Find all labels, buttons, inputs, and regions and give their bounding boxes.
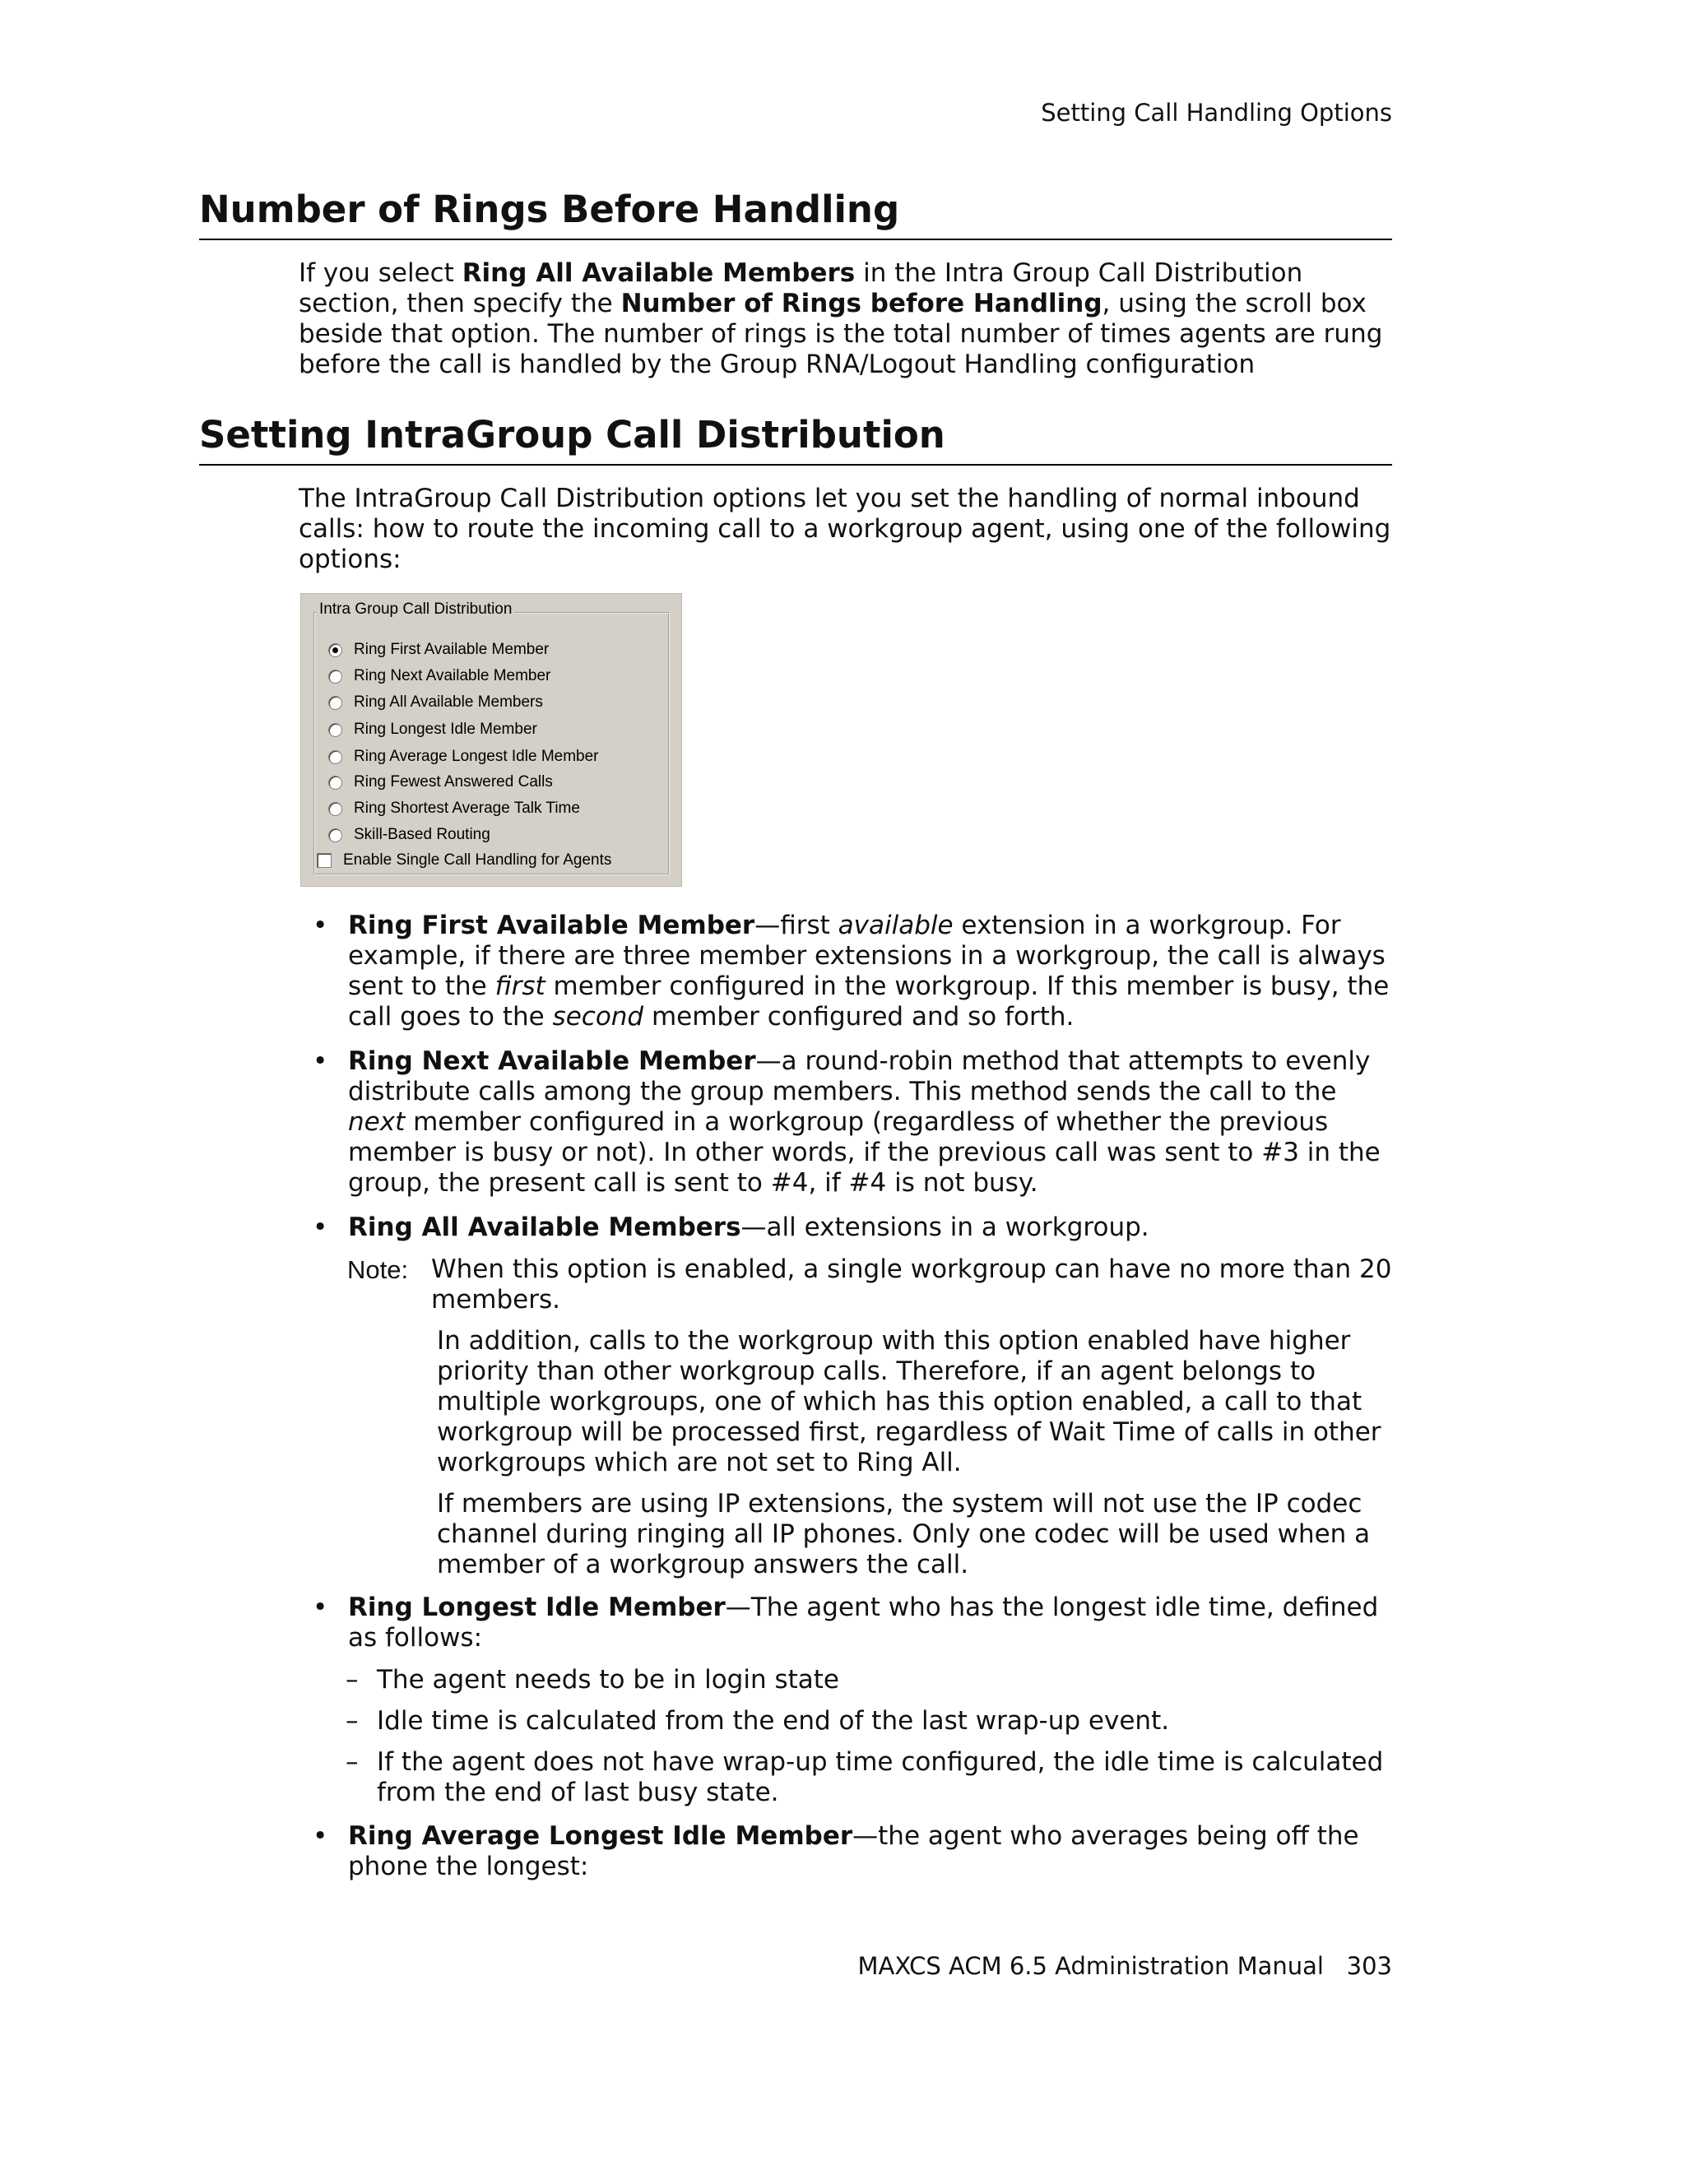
section-rings: [199, 186, 1392, 240]
section-intragroup: [199, 411, 1392, 466]
radio-option[interactable]: [328, 691, 543, 714]
intragroup-paragraph: The IntraGroup Call Distribution options let you set the handling of normal inbound calls: how to route the incoming call to a workgroup agent, using one of the following options:: [299, 484, 1391, 574]
radio-label: Ring Longest Idle Member: [354, 721, 537, 738]
radio-button[interactable]: [328, 643, 342, 657]
radio-label: Ring Shortest Average Talk Time: [354, 800, 580, 817]
radio-button[interactable]: [328, 670, 342, 684]
radio-option[interactable]: [328, 771, 553, 794]
single-call-checkbox-label: Enable Single Call Handling for Agents: [343, 851, 612, 869]
groupbox-title: Intra Group Call Distribution: [317, 600, 514, 619]
radio-button[interactable]: [328, 776, 342, 790]
page-footer: [858, 1950, 1392, 1982]
note-label: Note:: [347, 1255, 409, 1284]
page-number: 303: [1346, 1952, 1392, 1980]
radio-label: Skill-Based Routing: [354, 826, 490, 843]
radio-option[interactable]: [328, 718, 537, 741]
rings-paragraph: If you select Ring All Available Members in the Intra Group Call Distribution section, then specify the Number of Rings before Handling, using the scroll box beside that option. The number of rings is the total number of times agents are rung before the call is handled by the Group RNA/Logout Handling configuration: [299, 258, 1383, 379]
radio-option[interactable]: [328, 823, 490, 846]
radio-label: Ring Average Longest Idle Member: [354, 748, 599, 765]
section-heading-rings: Number of Rings Before Handling: [199, 186, 1392, 240]
radio-option[interactable]: [328, 638, 549, 661]
radio-button[interactable]: [328, 723, 342, 737]
radio-option[interactable]: [328, 665, 550, 688]
radio-label: Ring First Available Member: [354, 641, 550, 658]
section-heading-intragroup: Setting IntraGroup Call Distribution: [199, 411, 1392, 466]
radio-label: Ring All Available Members: [354, 693, 543, 711]
radio-label: Ring Fewest Answered Calls: [354, 773, 553, 791]
radio-button[interactable]: [328, 828, 342, 842]
radio-option[interactable]: [328, 797, 580, 820]
single-call-checkbox[interactable]: [317, 853, 332, 868]
radio-label: Ring Next Available Member: [354, 667, 551, 684]
running-header: Setting Call Handling Options: [1041, 99, 1392, 127]
note-paragraph-3: If members are using IP extensions, the system will not use the IP codec channel during ringing all IP phones. Only one codec will be used when a member of a workgroup answers the call.: [437, 1489, 1371, 1579]
radio-button[interactable]: [328, 802, 342, 816]
note-paragraph-1: When this option is enabled, a single workgroup can have no more than 20 members.: [431, 1254, 1392, 1315]
intra-group-dialog: [300, 593, 682, 887]
radio-button[interactable]: [328, 750, 342, 764]
single-call-checkbox-row[interactable]: [317, 849, 611, 872]
radio-option[interactable]: [328, 745, 599, 768]
footer-manual-title: MAXCS ACM 6.5 Administration Manual: [857, 1952, 1324, 1980]
radio-button[interactable]: [328, 696, 342, 710]
note-paragraph-2: In addition, calls to the workgroup with this option enabled have higher priority than other workgroup calls. Therefore, if an agent belongs to multiple workgroups, one of which has this option enabled, a call to that workgroup will be processed first, regardless of Wait Time of calls in other workgroups which are not set to Ring All.: [437, 1326, 1381, 1477]
